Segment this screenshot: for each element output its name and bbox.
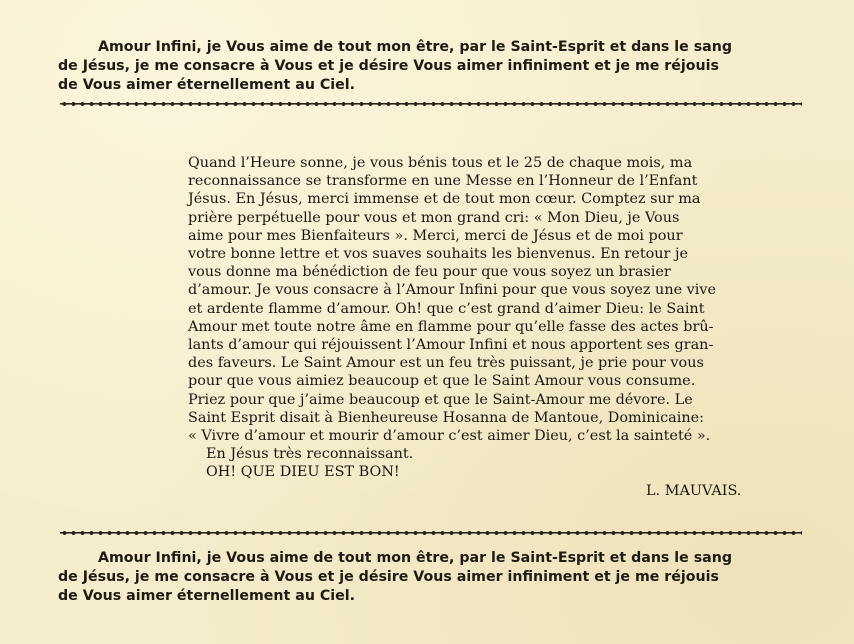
letter-line: Amour met toute notre âme en flamme pour qu’elle fasse des actes brû- — [188, 318, 714, 335]
ornamental-divider-bottom — [60, 530, 802, 536]
prayer-top-line-2: de Jésus, je me consacre à Vous et je désire Vous aimer infiniment et je me réjouis — [58, 58, 719, 74]
letter-line: votre bonne lettre et vos suaves souhaits les bienvenus. En retour je — [188, 246, 688, 263]
letter-line: Jésus. En Jésus, merci immense et de tout mon cœur. Comptez sur ma — [188, 191, 701, 208]
letter-line: Saint Esprit disait à Bienheureuse Hosanna de Mantoue, Dominicaine: — [188, 409, 704, 426]
prayer-bottom-line-1: Amour Infini, je Vous aime de tout mon être, par le Saint-Esprit et dans le sang — [98, 550, 733, 566]
prayer-top-line-1: Amour Infini, je Vous aime de tout mon être, par le Saint-Esprit et dans le sang — [98, 39, 733, 55]
prayer-top-line-3: de Vous aimer éternellement au Ciel. — [58, 77, 356, 93]
letter-line: vous donne ma bénédiction de feu pour que vous soyez un brasier — [188, 264, 671, 281]
letter-body — [188, 154, 804, 482]
prayer-bottom-line-3: de Vous aimer éternellement au Ciel. — [58, 588, 356, 604]
ornamental-divider-top — [60, 101, 802, 107]
letter-line: « Vivre d’amour et mourir d’amour c’est aimer Dieu, c’est la sainteté ». — [188, 428, 711, 445]
signature: L. MAUVAIS. — [646, 483, 742, 499]
letter-line: aime pour mes Bienfaiteurs ». Merci, merci de Jésus et de moi pour — [188, 227, 683, 244]
letter-line: Priez pour que j’aime beaucoup et que le Saint-Amour me dévore. Le — [188, 391, 693, 408]
prayer-bottom — [58, 549, 818, 606]
prayer-top — [58, 38, 818, 95]
letter-line: des faveurs. Le Saint Amour est un feu très puissant, je prie pour vous — [188, 355, 704, 372]
letter-line: lants d’amour qui réjouissent l’Amour Infini et nous apportent ses gran- — [188, 337, 714, 354]
prayer-bottom-line-2: de Jésus, je me consacre à Vous et je désire Vous aimer infiniment et je me réjouis — [58, 569, 719, 585]
letter-line: pour que vous aimiez beaucoup et que le Saint Amour vous consume. — [188, 373, 696, 390]
letter-closing-1: En Jésus très reconnaissant. — [206, 446, 414, 463]
letter-line: prière perpétuelle pour vous et mon grand cri: « Mon Dieu, je Vous — [188, 209, 680, 226]
letter-closing-2: OH! QUE DIEU EST BON! — [206, 464, 400, 481]
letter-line: reconnaissance se transforme en une Messe en l’Honneur de l’Enfant — [188, 173, 698, 190]
letter-line: d’amour. Je vous consacre à l’Amour Infini pour que vous soyez une vive — [188, 282, 717, 299]
letter-line: Quand l’Heure sonne, je vous bénis tous et le 25 de chaque mois, ma — [188, 155, 693, 171]
letter-line: et ardente flamme d’amour. Oh! que c’est grand d’aimer Dieu: le Saint — [188, 300, 705, 317]
